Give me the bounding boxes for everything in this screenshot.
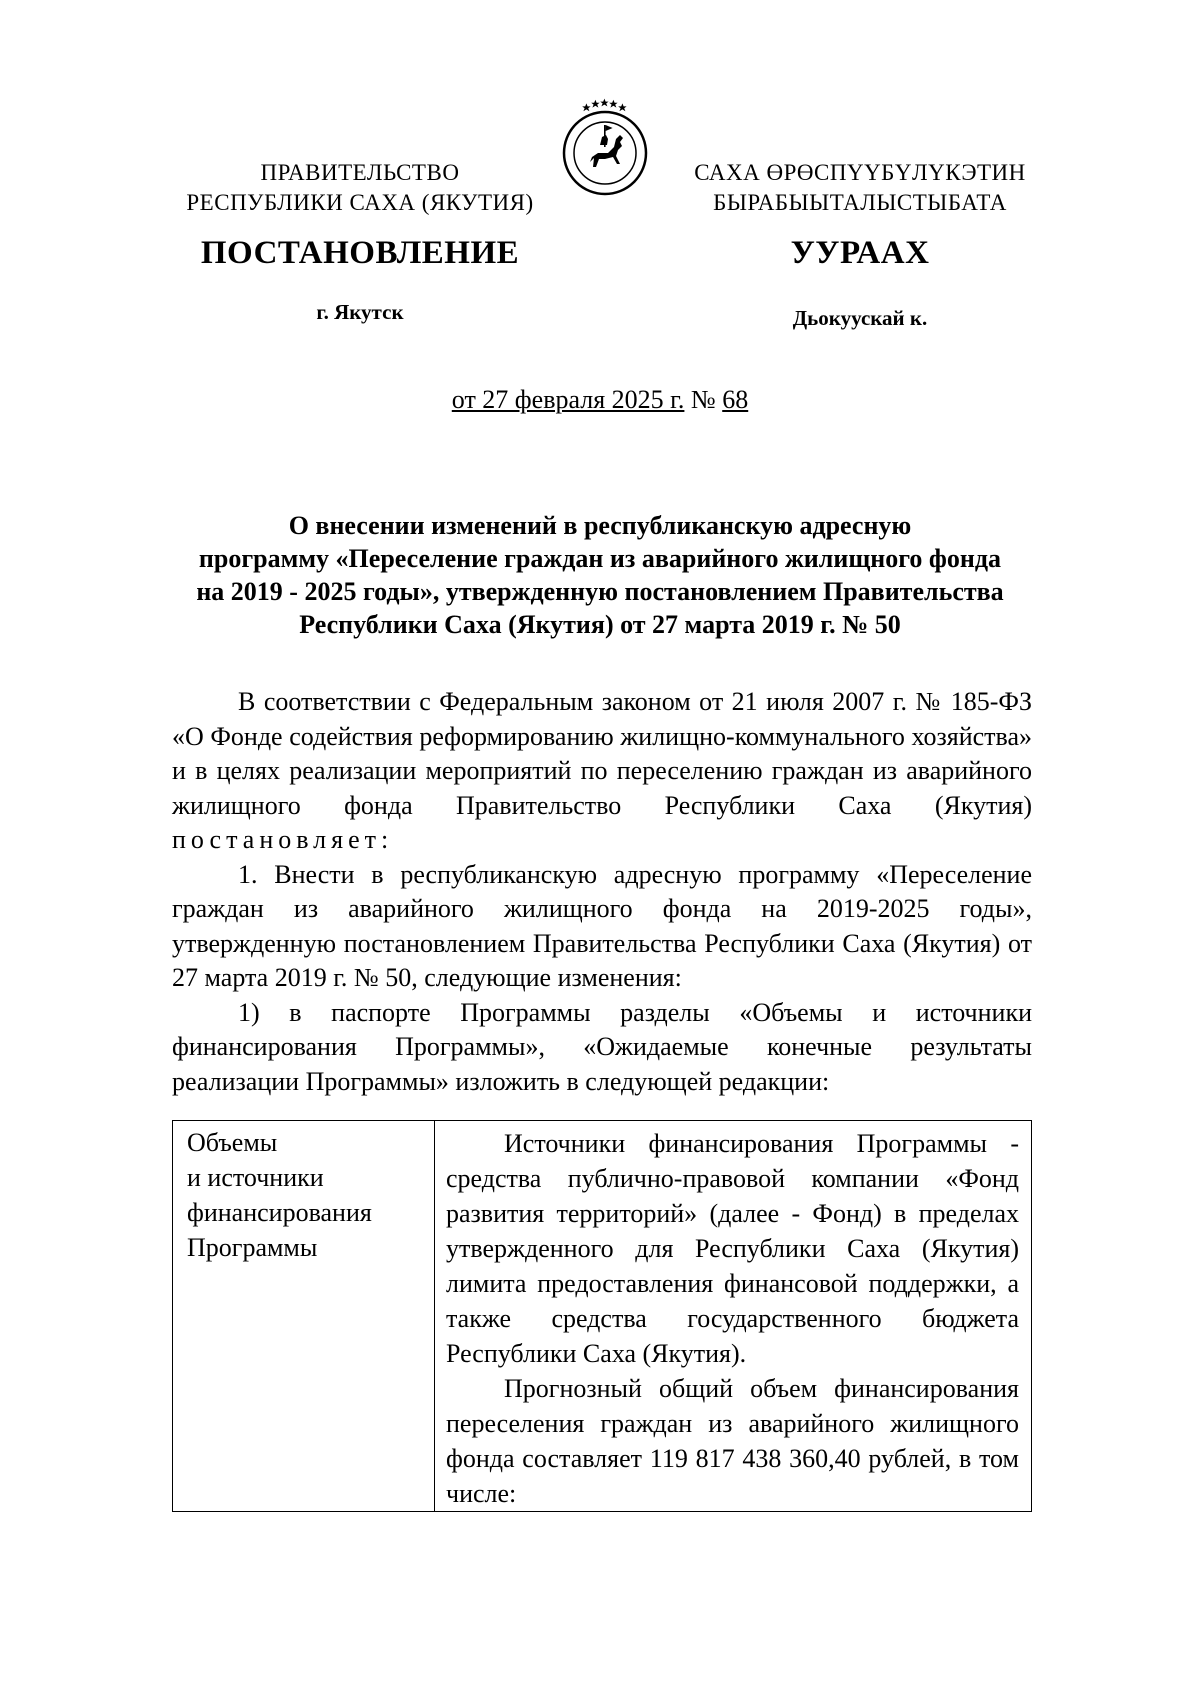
section-name-line-1: Объемы [187, 1128, 278, 1157]
preamble-paragraph [172, 685, 1032, 858]
doc-date: от 27 февраля 2025 г. [451, 385, 685, 414]
preamble-text: В соответствии с Федеральным законом от 21 июля 2007 г. № 185-ФЗ «О Фонде содействия реформированию жилищно-коммунального хозяйства» и в целях реализации мероприятий по переселению граждан из аварийного жилищного фонда Правительство Республики Саха (Якутия) [172, 687, 1032, 820]
left-org-line-1: ПРАВИТЕЛЬСТВО [260, 160, 460, 185]
document-title [150, 509, 1050, 641]
left-org-name [150, 158, 570, 218]
table-cell-section-content [435, 1121, 1032, 1512]
title-line-3: на 2019 - 2025 годы», утвержденную постановлением Правительства [196, 577, 1004, 606]
right-org-name [660, 158, 1060, 218]
right-org-line-1: САХА ӨРӨСПҮҮБҮЛҮКЭТИН [694, 160, 1026, 185]
doc-type-russian: ПОСТАНОВЛЕНИЕ [200, 235, 520, 271]
section-name-line-4: Программы [187, 1233, 318, 1262]
item-1-1-paragraph: 1) в паспорте Программы разделы «Объемы и источники финансирования Программы», «Ожидаемые конечные результаты реализации Программы» изложить в следующей редакции: [172, 997, 1032, 1096]
table-row [173, 1121, 1032, 1512]
item-1-paragraph: 1. Внести в республиканскую адресную программу «Переселение граждан из аварийного жилищного фонда на 2019-2025 годы», утвержденную постановлением Правительства Республики Саха (Якутия) от 27 марта 2019 г. № 50, следующие изменения: [172, 859, 1032, 992]
doc-number: 68 [722, 385, 749, 414]
city-russian: г. Якутск [316, 300, 404, 324]
funding-volume-paragraph: Прогнозный общий объем финансирования переселения граждан из аварийного жилищного фонда составляет 119 817 438 360,40 рублей, в том числе: [446, 1374, 1019, 1508]
doc-type-yakut: УУРААХ [790, 235, 930, 271]
number-sign: № [690, 385, 716, 414]
funding-sources-paragraph: Источники финансирования Программы - средства публично-правовой компании «Фонд развития территорий» (далее - Фонд) в пределах утвержденного для Республики Саха (Якутия) лимита предоставления финансовой поддержки, а также средства государственного бюджета Республики Саха (Якутия). [446, 1129, 1019, 1368]
section-name-line-3: финансирования [187, 1198, 372, 1227]
left-org-line-2: РЕСПУБЛИКИ САХА (ЯКУТИЯ) [186, 190, 534, 215]
title-line-4: Республики Саха (Якутия) от 27 марта 2019 г. № 50 [299, 610, 901, 639]
table-cell-section-name [173, 1121, 435, 1512]
program-passport-table [172, 1120, 1032, 1512]
document-body [172, 685, 1032, 1099]
city-yakut: Дьокуускай к. [792, 306, 928, 330]
right-org-line-2: БЫРАБЫЫТАЛЫСТЫБАТА [713, 190, 1007, 215]
decree-word: постановляет: [172, 825, 394, 854]
coat-of-arms-emblem [560, 95, 650, 205]
title-line-1: О внесении изменений в республиканскую адресную [288, 511, 912, 540]
section-name-line-2: и источники [187, 1163, 324, 1192]
title-line-2: программу «Переселение граждан из аварийного жилищного фонда [198, 544, 1002, 573]
doc-date-number [150, 385, 1050, 415]
